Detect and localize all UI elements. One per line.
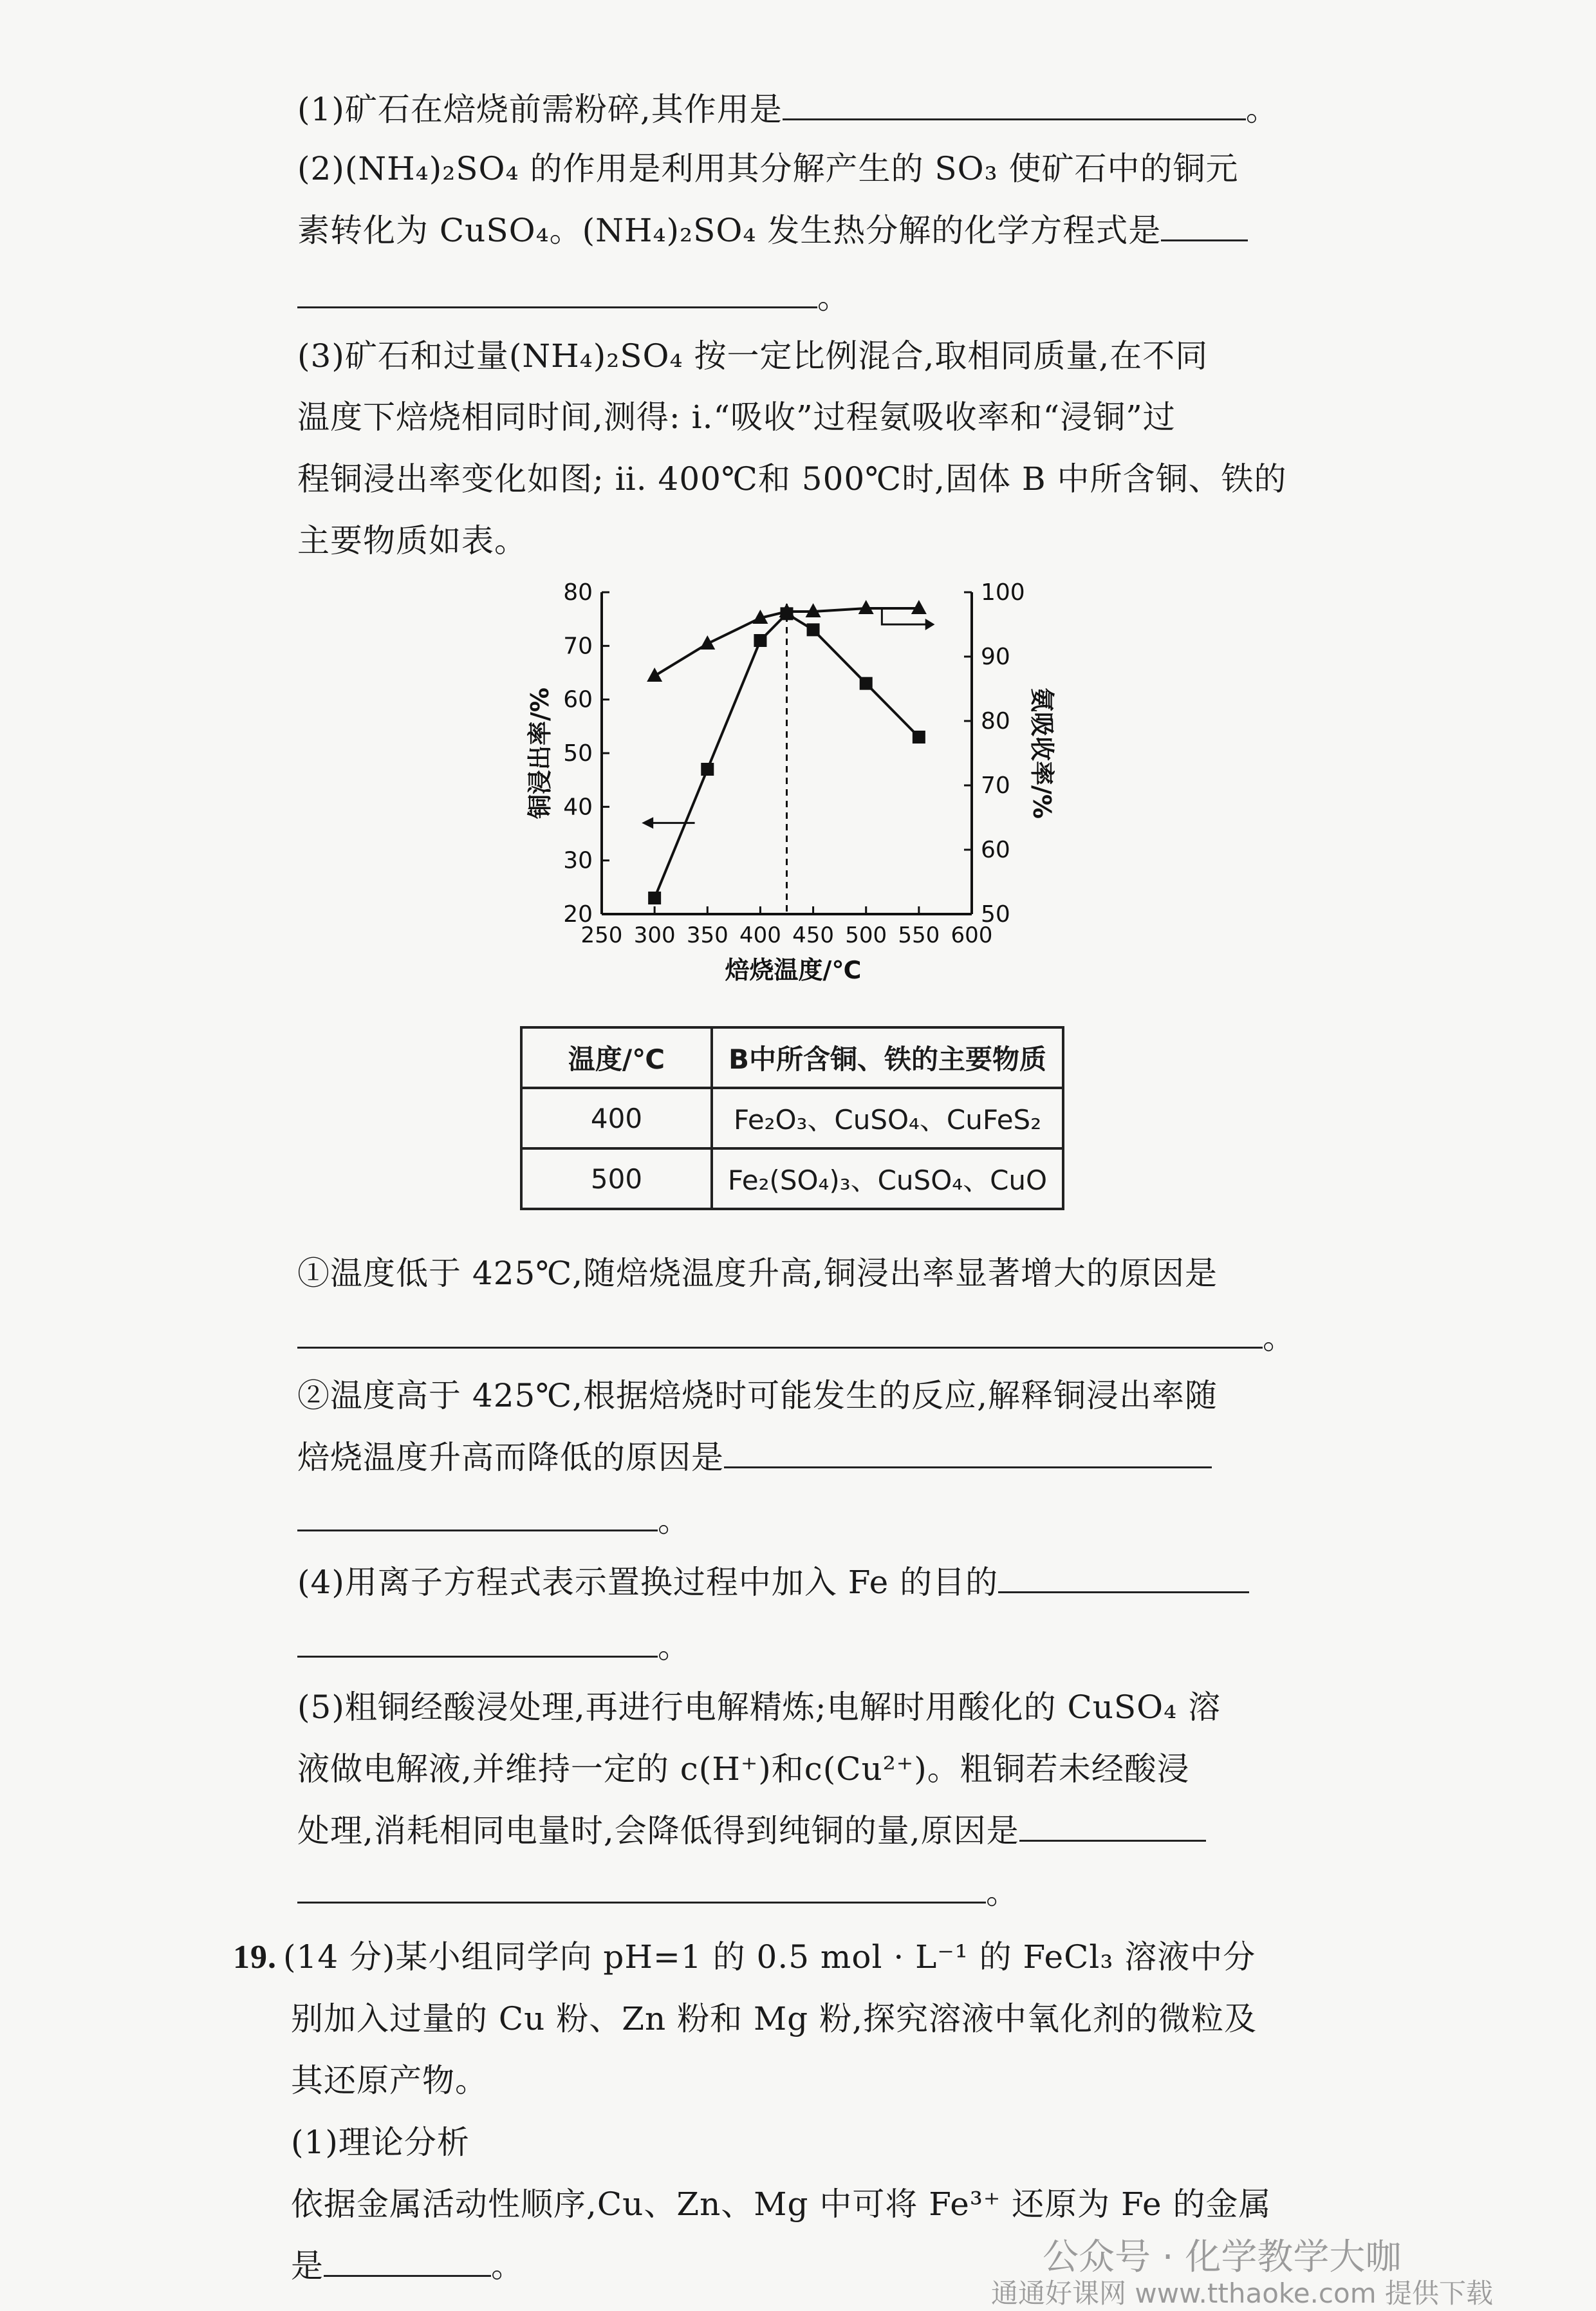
answer-blank[interactable] <box>324 2249 491 2277</box>
table-header-row <box>521 1027 1063 1088</box>
question-1-line <box>297 84 1279 130</box>
question-5-line-3 <box>297 1805 1206 1851</box>
question-5-line-1: (5)粗铜经酸浸处理,再进行电解精炼;电解时用酸化的 CuSO₄ 溶 <box>297 1689 1221 1726</box>
subquestion-2-blank-line <box>297 1495 691 1541</box>
question-19-line-5 <box>291 2240 524 2287</box>
right-arrowhead <box>925 619 935 630</box>
question-2-text: 素转化为 CuSO₄。(NH₄)₂SO₄ 发生热分解的化学方程式是 <box>297 212 1162 249</box>
left-tick-label: 50 <box>563 740 593 767</box>
left-axis-label: 铜浸出率/% <box>526 688 554 819</box>
left-arrowhead <box>642 817 653 828</box>
question-19-line-4: 依据金属活动性顺序,Cu、Zn、Mg 中可将 Fe³⁺ 还原为 Fe 的金属 <box>291 2185 1272 2223</box>
x-tick-label: 450 <box>792 922 835 948</box>
answer-blank[interactable] <box>1161 214 1248 241</box>
question-19-text: 是 <box>291 2247 324 2285</box>
copper-leaching-point <box>807 623 820 636</box>
x-tick-label: 600 <box>951 922 993 948</box>
answer-blank[interactable] <box>297 1630 658 1658</box>
answer-blank[interactable] <box>297 1876 986 1904</box>
question-3-line-2: 温度下焙烧相同时间,测得: ⅰ.“吸收”过程氨吸收率和“浸铜”过 <box>297 398 1176 436</box>
question-19-text: (14 分)某小组同学向 pH=1 的 0.5 mol · L⁻¹ 的 FeCl₃ 溶液中分 <box>283 1938 1256 1976</box>
answer-blank[interactable] <box>783 93 1246 120</box>
answer-blank[interactable] <box>998 1566 1249 1593</box>
subquestion-2-text: 焙烧温度升高而降低的原因是 <box>297 1439 724 1476</box>
leaching-absorption-chart <box>502 566 1056 1017</box>
right-tick-label: 60 <box>981 837 1010 863</box>
x-tick-label: 350 <box>686 922 728 948</box>
question-19-line-1 <box>233 1931 1256 1978</box>
product-table <box>520 1026 1064 1210</box>
table-cell-temperature: 500 <box>521 1148 712 1209</box>
question-2-line-1: (2)(NH₄)₂SO₄ 的作用是利用其分解产生的 SO₃ 使矿石中的铜元 <box>297 150 1239 187</box>
question-4-blank-line <box>297 1621 691 1667</box>
left-tick-label: 60 <box>563 686 593 713</box>
question-19-line-3: 其还原产物。 <box>291 2062 488 2099</box>
copper-leaching-point <box>913 731 925 744</box>
copper-leaching-point <box>860 677 873 690</box>
x-axis-label: 焙烧温度/℃ <box>725 956 862 984</box>
x-tick-label: 300 <box>633 922 676 948</box>
answer-blank[interactable] <box>1019 1814 1206 1842</box>
ammonia-absorption-point <box>647 668 662 682</box>
right-tick-label: 50 <box>981 901 1010 928</box>
answer-blank[interactable] <box>297 1504 658 1531</box>
watermark-site: 通通好课网 www.tthaoke.com 提供下载 <box>991 2278 1493 2309</box>
period: 。 <box>491 2247 524 2285</box>
left-tick-label: 70 <box>563 633 593 660</box>
right-axis-label: 氨吸收率/% <box>1028 688 1056 819</box>
question-19-subheading: (1)理论分析 <box>291 2124 470 2161</box>
subquestion-1-line: ①温度低于 425℃,随焙烧温度升高,铜浸出率显著增大的原因是 <box>297 1255 1218 1292</box>
question-4-text: (4)用离子方程式表示置换过程中加入 Fe 的目的 <box>297 1564 999 1601</box>
x-tick-label: 250 <box>580 922 623 948</box>
period: 。 <box>1263 1319 1295 1356</box>
copper-leaching-point <box>648 892 661 904</box>
question-5-blank-line <box>297 1867 1019 1913</box>
table-row <box>521 1088 1063 1148</box>
period: 。 <box>658 1502 691 1539</box>
table-row <box>521 1148 1063 1209</box>
x-tick-label: 500 <box>845 922 887 948</box>
subquestion-2-line-2 <box>297 1432 1212 1478</box>
x-tick-label: 550 <box>898 922 940 948</box>
period: 。 <box>1245 91 1279 128</box>
question-19-line-2: 别加入过量的 Cu 粉、Zn 粉和 Mg 粉,探究溶液中氧化剂的微粒及 <box>291 2000 1257 2037</box>
question-number: 19. <box>233 1939 277 1976</box>
period: 。 <box>817 279 850 316</box>
question-3-line-4: 主要物质如表。 <box>297 522 527 559</box>
question-3-line-3: 程铜浸出率变化如图; ⅱ. 400℃和 500℃时,固体 B 中所含铜、铁的 <box>297 460 1287 498</box>
answer-blank[interactable] <box>724 1441 1212 1468</box>
copper-leaching-point <box>701 763 714 776</box>
table-cell-temperature: 400 <box>521 1088 712 1148</box>
table-header-substances: B中所含铜、铁的主要物质 <box>712 1027 1063 1088</box>
table-cell-substances: Fe₂O₃、CuSO₄、CuFeS₂ <box>712 1088 1063 1148</box>
period: 。 <box>658 1628 691 1665</box>
x-tick-label: 400 <box>739 922 781 948</box>
question-2-line-2 <box>297 205 1248 251</box>
left-tick-label: 20 <box>563 901 593 928</box>
copper-leaching-point <box>754 634 766 647</box>
watermark-wechat: 公众号 · 化学教学大咖 <box>1043 2236 1402 2278</box>
table-cell-substances: Fe₂(SO₄)₃、CuSO₄、CuO <box>712 1148 1063 1209</box>
left-tick-label: 80 <box>563 579 593 606</box>
left-tick-label: 40 <box>563 794 593 821</box>
question-2-line-3 <box>297 272 850 318</box>
period: 。 <box>986 1874 1019 1911</box>
subquestion-1-blank-line <box>297 1312 1295 1358</box>
subquestion-2-line-1: ②温度高于 425℃,根据焙烧时可能发生的反应,解释铜浸出率随 <box>297 1377 1218 1414</box>
answer-blank[interactable] <box>297 281 817 308</box>
question-5-line-2: 液做电解液,并维持一定的 c(H⁺)和c(Cu²⁺)。粗铜若未经酸浸 <box>297 1750 1190 1788</box>
right-tick-label: 70 <box>981 772 1010 799</box>
table-header-temperature: 温度/℃ <box>521 1027 712 1088</box>
right-tick-label: 80 <box>981 708 1010 734</box>
question-3-line-1: (3)矿石和过量(NH₄)₂SO₄ 按一定比例混合,取相同质量,在不同 <box>297 337 1209 375</box>
right-tick-label: 90 <box>981 644 1010 670</box>
question-1-text: (1)矿石在焙烧前需粉碎,其作用是 <box>297 91 783 128</box>
answer-blank[interactable] <box>297 1321 1263 1349</box>
question-4-line <box>297 1557 1249 1603</box>
left-tick-label: 30 <box>563 847 593 874</box>
question-5-text: 处理,消耗相同电量时,会降低得到纯铜的量,原因是 <box>297 1812 1019 1849</box>
right-tick-label: 100 <box>981 579 1025 606</box>
